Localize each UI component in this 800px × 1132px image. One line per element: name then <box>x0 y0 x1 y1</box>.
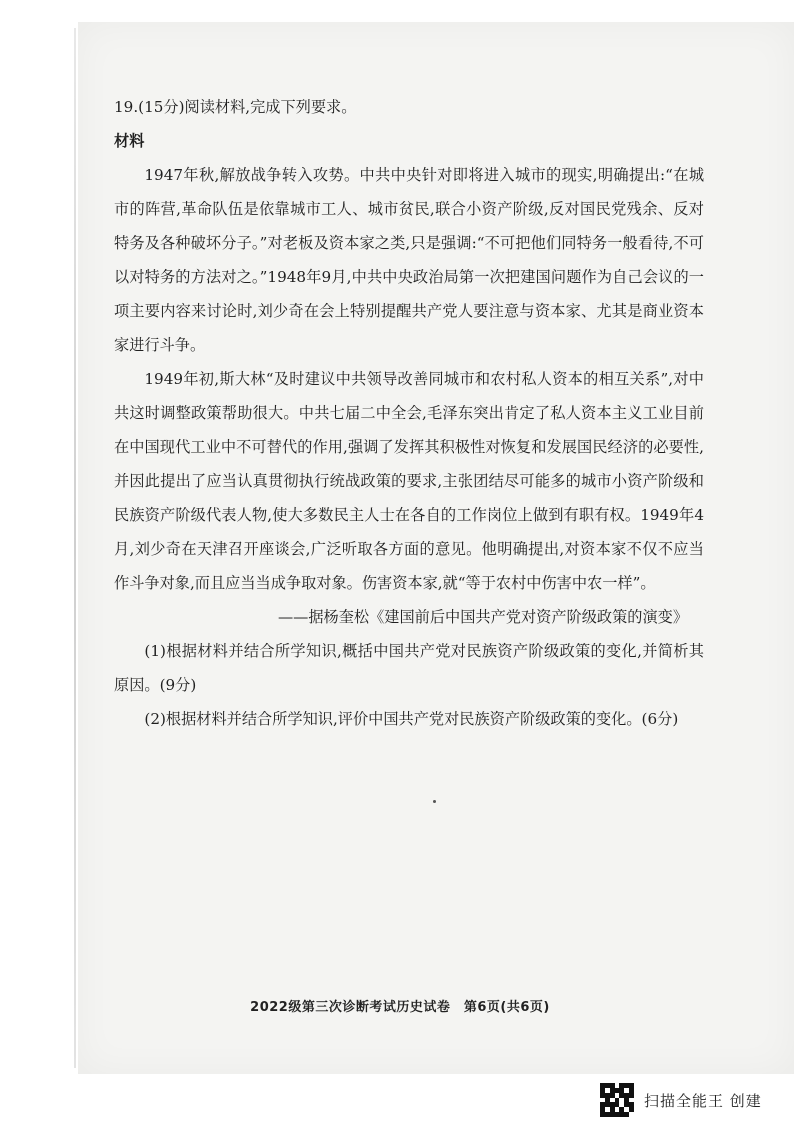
material-paragraph-2: 1949年初,斯大林“及时建议中共领导改善同城市和农村私人资本的相互关系”,对中共这时调整政策帮助很大。中共七届二中全会,毛泽东突出肯定了私人资本主义工业目前在中国现代工业中不可替代的作用,强调了发挥其积极性对恢复和发展国民经济的必要性,并因此提出了应当认真贯彻执行统战政策的要求,主张团结尽可能多的城市小资产阶级和民族资产阶级代表人物,使大多数民主人士在各自的工作岗位上做到有职有权。1949年4月,刘少奇在天津召开座谈会,广泛听取各方面的意见。他明确提出,对资本家不仅不应当作斗争对象,而且应当当成争取对象。伤害资本家,就“等于农村中伤害中农一样”。 <box>114 370 704 592</box>
speck <box>433 800 436 803</box>
material-paragraph-1: 1947年秋,解放战争转入攻势。中共中央针对即将进入城市的现实,明确提出:“在城市的阵营,革命队伍是依靠城市工人、城市贫民,联合小资产阶级,反对国民党残余、反对特务及各种破坏分子。”对老板及资本家之类,只是强调:“不可把他们同特务一般看待,不可以对特务的方法对之。”1948年9月,中共中央政治局第一次把建国问题作为自己会议的一项主要内容来讨论时,刘少奇在会上特别提醒共产党人要注意与资本家、尤其是商业资本家进行斗争。 <box>114 166 705 354</box>
material-label: 材料 <box>114 132 145 150</box>
page-footer: 2022级第三次诊断考试历史试卷 第6页(共6页) <box>250 1000 550 1015</box>
question-block <box>114 90 704 736</box>
qr-code-icon <box>600 1083 634 1117</box>
question-heading: 19.(15分)阅读材料,完成下列要求。 <box>114 98 357 116</box>
scan-edge <box>74 28 76 1068</box>
scanner-watermark <box>600 1082 762 1118</box>
watermark-text: 扫描全能王 创建 <box>644 1091 762 1110</box>
sub-question-1: (1)根据材料并结合所学知识,概括中国共产党对民族资产阶级政策的变化,并简析其原因。(9分) <box>114 642 704 694</box>
material-source: ——据杨奎松《建国前后中国共产党对资产阶级政策的演变》 <box>277 608 688 626</box>
sub-question-2: (2)根据材料并结合所学知识,评价中国共产党对民族资产阶级政策的变化。(6分) <box>144 710 679 728</box>
